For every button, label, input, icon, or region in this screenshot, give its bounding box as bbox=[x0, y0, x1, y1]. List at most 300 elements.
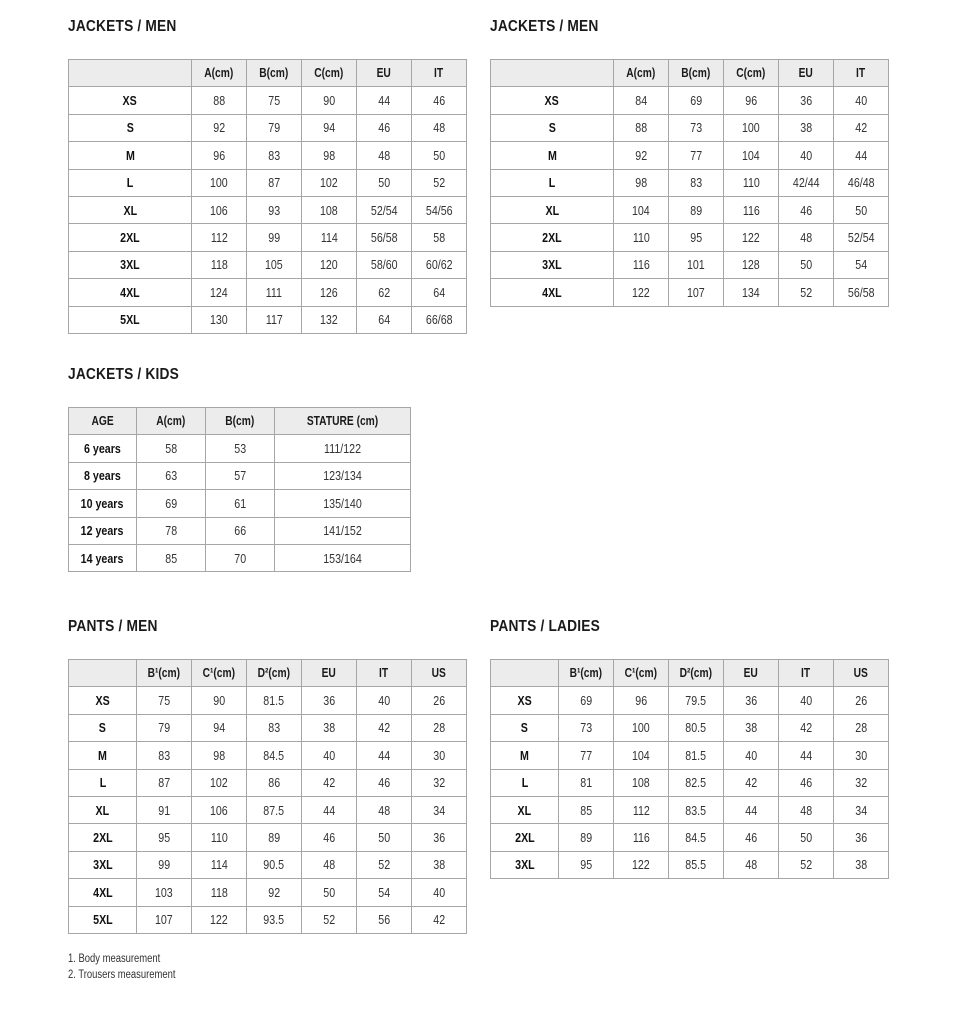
measurement-value: 44 bbox=[855, 147, 867, 163]
value-cell bbox=[302, 796, 357, 823]
row-label-cell bbox=[69, 687, 137, 714]
value-cell bbox=[614, 279, 669, 306]
value-cell bbox=[302, 114, 357, 141]
header-text: EU bbox=[798, 66, 814, 81]
value-cell bbox=[357, 279, 412, 306]
measurement-value: 46 bbox=[433, 93, 445, 109]
value-cell bbox=[614, 714, 669, 741]
measurement-value: 104 bbox=[742, 147, 760, 163]
value-cell bbox=[614, 851, 669, 878]
row-label-cell bbox=[69, 906, 137, 933]
measurement-value: 44 bbox=[378, 747, 390, 763]
header-cell bbox=[559, 660, 614, 687]
measurement-value: 123/134 bbox=[323, 468, 362, 484]
table-row bbox=[491, 251, 889, 278]
value-cell bbox=[137, 851, 192, 878]
size-label: L bbox=[521, 775, 528, 791]
measurement-value: 108 bbox=[632, 775, 650, 791]
row-label-cell bbox=[69, 517, 137, 544]
measurement-value: 77 bbox=[690, 147, 702, 163]
size-label: M bbox=[520, 747, 529, 763]
value-cell bbox=[834, 224, 889, 251]
value-cell bbox=[275, 517, 411, 544]
value-cell bbox=[669, 224, 724, 251]
value-cell bbox=[192, 87, 247, 114]
value-cell bbox=[192, 906, 247, 933]
table-row bbox=[69, 462, 411, 489]
size-label: XL bbox=[123, 202, 137, 218]
header-text: C(cm) bbox=[314, 66, 344, 81]
header-text: C¹(cm) bbox=[202, 666, 236, 681]
value-cell bbox=[137, 435, 206, 462]
size-label: XS bbox=[122, 93, 138, 109]
value-cell bbox=[247, 224, 302, 251]
measurement-value: 100 bbox=[742, 120, 760, 136]
measurement-value: 38 bbox=[800, 120, 812, 136]
table-row bbox=[69, 517, 411, 544]
measurement-value: 99 bbox=[158, 857, 170, 873]
value-cell bbox=[412, 906, 467, 933]
row-label-cell bbox=[69, 169, 192, 196]
measurement-value: 38 bbox=[323, 720, 335, 736]
measurement-value: 46 bbox=[378, 120, 390, 136]
value-cell bbox=[669, 742, 724, 769]
measurement-value: 78 bbox=[165, 523, 177, 539]
measurement-value: 40 bbox=[800, 147, 812, 163]
size-label: XL bbox=[95, 802, 110, 818]
value-cell bbox=[669, 196, 724, 223]
table-row bbox=[491, 196, 889, 223]
measurement-value: 38 bbox=[433, 857, 445, 873]
value-cell bbox=[192, 224, 247, 251]
value-cell bbox=[412, 714, 467, 741]
measurement-value: 42/44 bbox=[792, 175, 820, 191]
value-cell bbox=[834, 169, 889, 196]
value-cell bbox=[559, 742, 614, 769]
value-cell bbox=[669, 714, 724, 741]
measurement-value: 52 bbox=[378, 857, 390, 873]
value-cell bbox=[412, 196, 467, 223]
size-label: 12 years bbox=[81, 523, 124, 539]
measurement-value: 96 bbox=[635, 693, 647, 709]
pants-men-section bbox=[68, 618, 467, 934]
value-cell bbox=[357, 87, 412, 114]
row-label-cell bbox=[69, 714, 137, 741]
value-cell bbox=[247, 142, 302, 169]
table-row bbox=[69, 196, 467, 223]
value-cell bbox=[357, 114, 412, 141]
measurement-value: 46/48 bbox=[847, 175, 875, 191]
measurement-value: 52 bbox=[800, 857, 812, 873]
header-text: D²(cm) bbox=[257, 666, 291, 681]
value-cell bbox=[779, 742, 834, 769]
header-cell-corner bbox=[491, 660, 559, 687]
header-cell bbox=[724, 60, 779, 87]
value-cell bbox=[412, 142, 467, 169]
value-cell bbox=[724, 142, 779, 169]
measurement-value: 46 bbox=[378, 775, 390, 791]
measurement-value: 46 bbox=[745, 830, 757, 846]
section-title: JACKETS / MEN bbox=[68, 18, 177, 35]
header-cell-corner bbox=[69, 408, 137, 435]
size-label: L bbox=[126, 175, 134, 191]
row-label-cell bbox=[491, 742, 559, 769]
measurement-value: 111/122 bbox=[324, 441, 361, 457]
value-cell bbox=[357, 306, 412, 333]
header-cell bbox=[357, 660, 412, 687]
table-row bbox=[69, 87, 467, 114]
value-cell bbox=[559, 769, 614, 796]
value-cell bbox=[302, 306, 357, 333]
measurement-value: 54 bbox=[378, 884, 390, 900]
value-cell bbox=[724, 196, 779, 223]
size-label: 10 years bbox=[81, 495, 124, 511]
measurement-value: 87.5 bbox=[263, 802, 285, 818]
row-label-cell bbox=[491, 687, 559, 714]
measurement-value: 73 bbox=[690, 120, 702, 136]
size-label: 3XL bbox=[92, 857, 113, 873]
measurement-value: 85 bbox=[580, 802, 592, 818]
table-row bbox=[69, 851, 467, 878]
measurement-value: 34 bbox=[433, 802, 445, 818]
value-cell bbox=[192, 824, 247, 851]
value-cell bbox=[412, 851, 467, 878]
measurement-value: 38 bbox=[745, 720, 757, 736]
header-text: IT bbox=[801, 666, 811, 681]
table-row bbox=[491, 279, 889, 306]
measurement-value: 48 bbox=[800, 230, 812, 246]
header-row bbox=[491, 60, 889, 87]
value-cell bbox=[247, 251, 302, 278]
measurement-value: 89 bbox=[268, 830, 280, 846]
header-cell-corner bbox=[69, 60, 192, 87]
size-label: 4XL bbox=[542, 284, 562, 300]
measurement-value: 58 bbox=[165, 441, 177, 457]
table-row bbox=[69, 251, 467, 278]
value-cell bbox=[275, 462, 411, 489]
footnote-trousers-measurement: 2. Trousers measurement bbox=[68, 969, 176, 981]
value-cell bbox=[669, 687, 724, 714]
measurement-value: 94 bbox=[323, 120, 335, 136]
value-cell bbox=[137, 714, 192, 741]
measurement-value: 87 bbox=[268, 175, 280, 191]
measurement-value: 36 bbox=[855, 830, 867, 846]
table-row bbox=[491, 687, 889, 714]
table-row bbox=[69, 490, 411, 517]
value-cell bbox=[192, 769, 247, 796]
value-cell bbox=[137, 490, 206, 517]
table-row bbox=[69, 142, 467, 169]
value-cell bbox=[247, 196, 302, 223]
row-label-cell bbox=[69, 544, 137, 571]
value-cell bbox=[302, 279, 357, 306]
table-row bbox=[69, 879, 467, 906]
value-cell bbox=[192, 114, 247, 141]
measurement-value: 56/58 bbox=[847, 284, 875, 300]
value-cell bbox=[302, 851, 357, 878]
header-row bbox=[69, 660, 467, 687]
value-cell bbox=[779, 687, 834, 714]
row-label-cell bbox=[491, 114, 614, 141]
header-text: A(cm) bbox=[626, 66, 656, 81]
measurement-value: 82.5 bbox=[685, 775, 707, 791]
measurement-value: 88 bbox=[635, 120, 647, 136]
value-cell bbox=[357, 879, 412, 906]
measurement-value: 58/60 bbox=[370, 257, 398, 273]
value-cell bbox=[779, 851, 834, 878]
row-label-cell bbox=[491, 142, 614, 169]
value-cell bbox=[724, 824, 779, 851]
value-cell bbox=[302, 824, 357, 851]
size-label: 3XL bbox=[514, 857, 535, 873]
value-cell bbox=[669, 169, 724, 196]
value-cell bbox=[834, 742, 889, 769]
measurement-value: 52/54 bbox=[847, 230, 875, 246]
jackets-men-section-left bbox=[68, 18, 467, 334]
measurement-value: 40 bbox=[433, 884, 445, 900]
header-cell bbox=[779, 60, 834, 87]
size-table bbox=[68, 407, 411, 572]
value-cell bbox=[247, 87, 302, 114]
size-label: M bbox=[98, 747, 107, 763]
size-label: S bbox=[548, 120, 556, 136]
measurement-value: 107 bbox=[155, 912, 173, 928]
value-cell bbox=[247, 824, 302, 851]
measurement-value: 89 bbox=[580, 830, 592, 846]
measurement-value: 73 bbox=[580, 720, 592, 736]
value-cell bbox=[247, 306, 302, 333]
value-cell bbox=[137, 687, 192, 714]
measurement-value: 122 bbox=[632, 284, 650, 300]
measurement-value: 40 bbox=[855, 93, 867, 109]
table-row bbox=[69, 306, 467, 333]
measurement-value: 102 bbox=[210, 775, 228, 791]
row-label-cell bbox=[69, 87, 192, 114]
row-label-cell bbox=[491, 851, 559, 878]
measurement-value: 90 bbox=[323, 93, 335, 109]
measurement-value: 46 bbox=[323, 830, 335, 846]
measurement-value: 60/62 bbox=[425, 257, 453, 273]
measurement-value: 96 bbox=[213, 147, 225, 163]
footnotes bbox=[68, 951, 199, 983]
row-label-cell bbox=[491, 87, 614, 114]
value-cell bbox=[247, 169, 302, 196]
measurement-value: 40 bbox=[745, 747, 757, 763]
header-row bbox=[69, 60, 467, 87]
value-cell bbox=[137, 879, 192, 906]
measurement-value: 36 bbox=[433, 830, 445, 846]
size-label: 14 years bbox=[81, 550, 124, 566]
measurement-value: 80.5 bbox=[685, 720, 707, 736]
measurement-value: 50 bbox=[378, 830, 390, 846]
size-table bbox=[490, 659, 889, 879]
table-row bbox=[491, 169, 889, 196]
measurement-value: 94 bbox=[213, 720, 225, 736]
size-label: 4XL bbox=[92, 884, 113, 900]
header-text: B¹(cm) bbox=[569, 666, 603, 681]
value-cell bbox=[724, 796, 779, 823]
size-label: XS bbox=[517, 693, 532, 709]
measurement-value: 63 bbox=[165, 468, 177, 484]
value-cell bbox=[559, 687, 614, 714]
header-cell bbox=[412, 60, 467, 87]
measurement-value: 54 bbox=[855, 257, 867, 273]
measurement-value: 117 bbox=[265, 312, 283, 328]
value-cell bbox=[834, 251, 889, 278]
value-cell bbox=[669, 142, 724, 169]
table-row bbox=[491, 714, 889, 741]
row-label-cell bbox=[491, 714, 559, 741]
measurement-value: 83 bbox=[268, 720, 280, 736]
measurement-value: 70 bbox=[234, 550, 246, 566]
value-cell bbox=[779, 714, 834, 741]
value-cell bbox=[669, 796, 724, 823]
measurement-value: 42 bbox=[800, 720, 812, 736]
value-cell bbox=[247, 851, 302, 878]
table-row bbox=[69, 742, 467, 769]
row-label-cell bbox=[491, 196, 614, 223]
value-cell bbox=[247, 906, 302, 933]
header-text: B¹(cm) bbox=[147, 666, 181, 681]
table-row bbox=[491, 87, 889, 114]
table-row bbox=[69, 769, 467, 796]
row-label-cell bbox=[491, 224, 614, 251]
row-label-cell bbox=[69, 279, 192, 306]
value-cell bbox=[275, 544, 411, 571]
measurement-value: 52 bbox=[323, 912, 335, 928]
value-cell bbox=[669, 824, 724, 851]
measurement-value: 44 bbox=[323, 802, 335, 818]
measurement-value: 46 bbox=[800, 202, 812, 218]
measurement-value: 83 bbox=[158, 747, 170, 763]
value-cell bbox=[412, 114, 467, 141]
value-cell bbox=[192, 169, 247, 196]
header-cell bbox=[779, 660, 834, 687]
size-label: 2XL bbox=[120, 230, 140, 246]
measurement-value: 77 bbox=[580, 747, 592, 763]
size-label: M bbox=[547, 147, 557, 163]
value-cell bbox=[834, 87, 889, 114]
header-text: IT bbox=[434, 66, 444, 81]
header-cell bbox=[669, 660, 724, 687]
measurement-value: 88 bbox=[213, 93, 225, 109]
value-cell bbox=[247, 742, 302, 769]
value-cell bbox=[302, 224, 357, 251]
value-cell bbox=[669, 114, 724, 141]
measurement-value: 130 bbox=[210, 312, 228, 328]
measurement-value: 91 bbox=[158, 802, 170, 818]
value-cell bbox=[137, 769, 192, 796]
measurement-value: 79 bbox=[158, 720, 170, 736]
header-text: C¹(cm) bbox=[624, 666, 658, 681]
table-row bbox=[491, 796, 889, 823]
header-cell bbox=[275, 408, 411, 435]
measurement-value: 62 bbox=[378, 284, 390, 300]
measurement-value: 114 bbox=[210, 857, 228, 873]
table-row bbox=[69, 796, 467, 823]
value-cell bbox=[357, 796, 412, 823]
measurement-value: 96 bbox=[745, 93, 757, 109]
measurement-value: 36 bbox=[323, 693, 335, 709]
header-text: EU bbox=[376, 66, 392, 81]
row-label-cell bbox=[69, 306, 192, 333]
row-label-cell bbox=[69, 769, 137, 796]
row-label-cell bbox=[69, 851, 137, 878]
value-cell bbox=[192, 687, 247, 714]
value-cell bbox=[559, 824, 614, 851]
measurement-value: 69 bbox=[580, 693, 592, 709]
measurement-value: 153/164 bbox=[323, 550, 362, 566]
measurement-value: 100 bbox=[632, 720, 650, 736]
table-row bbox=[69, 824, 467, 851]
size-label: XS bbox=[95, 693, 110, 709]
header-text: EU bbox=[743, 666, 759, 681]
measurement-value: 36 bbox=[745, 693, 757, 709]
size-label: S bbox=[126, 120, 134, 136]
row-label-cell bbox=[69, 742, 137, 769]
measurement-value: 104 bbox=[632, 747, 650, 763]
measurement-value: 26 bbox=[855, 693, 867, 709]
value-cell bbox=[614, 224, 669, 251]
value-cell bbox=[614, 114, 669, 141]
value-cell bbox=[192, 742, 247, 769]
value-cell bbox=[779, 251, 834, 278]
measurement-value: 48 bbox=[745, 857, 757, 873]
row-label-cell bbox=[491, 279, 614, 306]
size-label: 4XL bbox=[120, 284, 140, 300]
value-cell bbox=[614, 687, 669, 714]
value-cell bbox=[247, 687, 302, 714]
measurement-value: 48 bbox=[378, 147, 390, 163]
value-cell bbox=[357, 142, 412, 169]
value-cell bbox=[412, 796, 467, 823]
value-cell bbox=[412, 306, 467, 333]
value-cell bbox=[302, 906, 357, 933]
header-cell bbox=[137, 408, 206, 435]
value-cell bbox=[137, 544, 206, 571]
measurement-value: 118 bbox=[210, 257, 228, 273]
header-cell bbox=[834, 660, 889, 687]
measurement-value: 89 bbox=[690, 202, 702, 218]
value-cell bbox=[834, 851, 889, 878]
measurement-value: 40 bbox=[378, 693, 390, 709]
value-cell bbox=[724, 114, 779, 141]
row-label-cell bbox=[491, 169, 614, 196]
value-cell bbox=[137, 796, 192, 823]
row-label-cell bbox=[69, 142, 192, 169]
measurement-value: 61 bbox=[234, 495, 246, 511]
value-cell bbox=[206, 490, 275, 517]
measurement-value: 66/68 bbox=[425, 312, 453, 328]
value-cell bbox=[192, 714, 247, 741]
header-text: US bbox=[431, 666, 447, 681]
measurement-value: 69 bbox=[690, 93, 702, 109]
size-label: 2XL bbox=[514, 830, 535, 846]
measurement-value: 126 bbox=[320, 284, 338, 300]
value-cell bbox=[137, 462, 206, 489]
value-cell bbox=[206, 462, 275, 489]
measurement-value: 110 bbox=[210, 830, 228, 846]
value-cell bbox=[357, 714, 412, 741]
value-cell bbox=[412, 87, 467, 114]
value-cell bbox=[724, 251, 779, 278]
value-cell bbox=[247, 879, 302, 906]
measurement-value: 64 bbox=[378, 312, 390, 328]
value-cell bbox=[779, 796, 834, 823]
header-cell bbox=[206, 408, 275, 435]
value-cell bbox=[302, 714, 357, 741]
value-cell bbox=[412, 742, 467, 769]
